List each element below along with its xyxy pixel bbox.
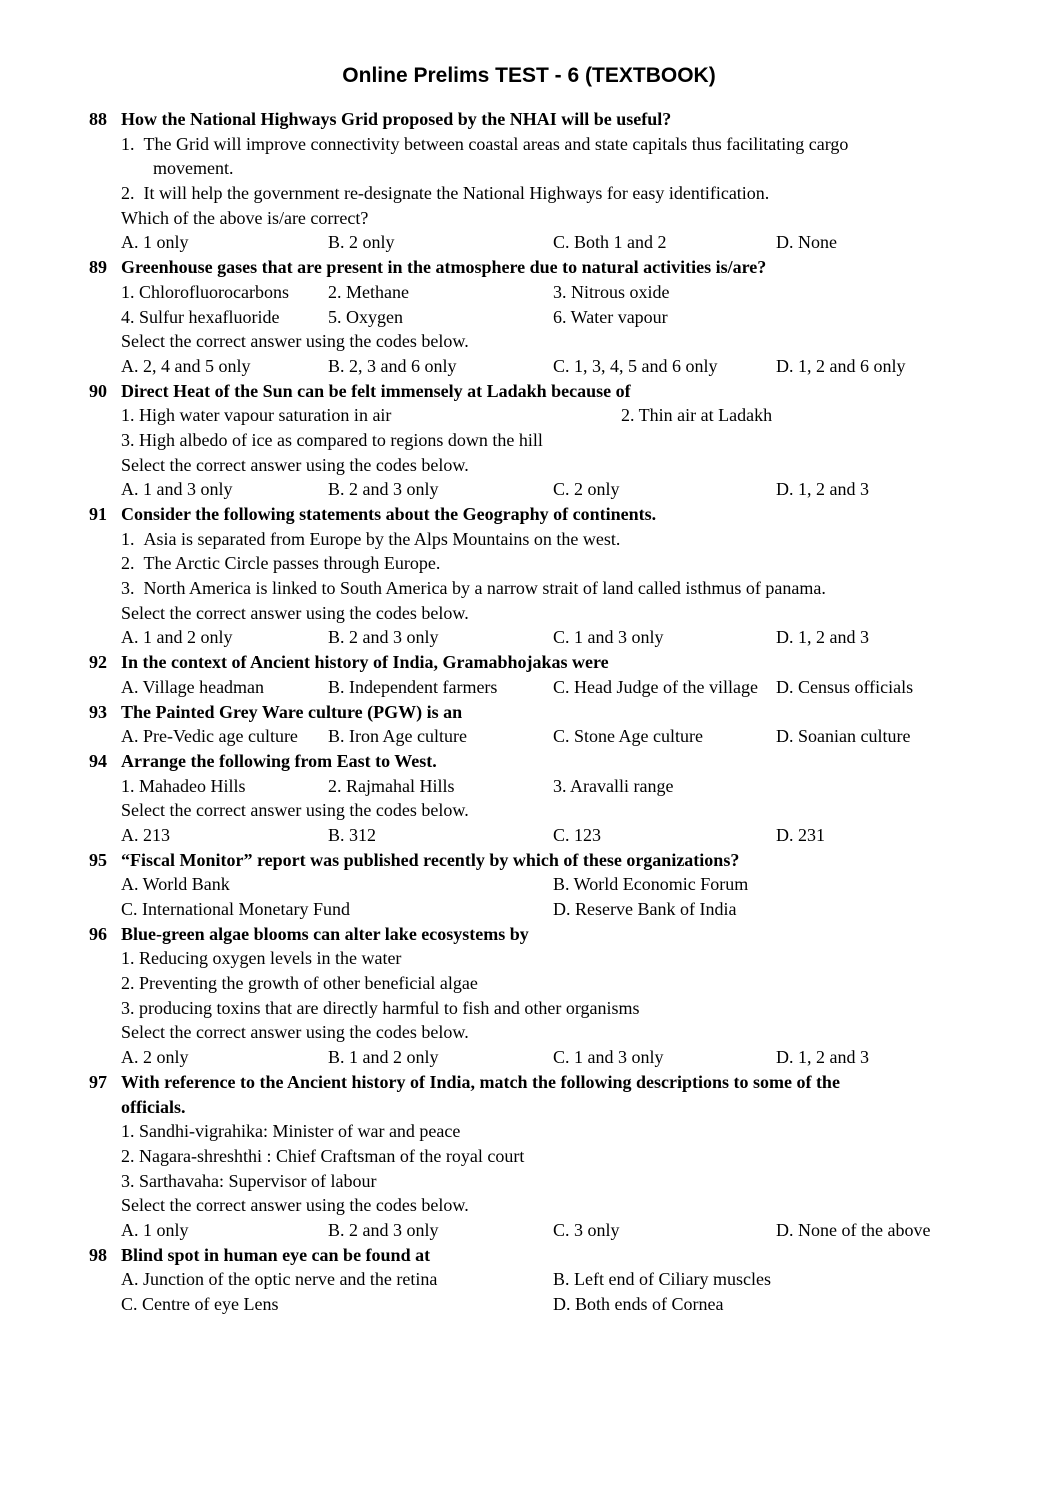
statement-line [89, 132, 979, 157]
option-item: B. World Economic Forum [553, 874, 749, 895]
option-d: D. None [776, 232, 837, 253]
option-c: C. 1 and 3 only [553, 1047, 664, 1068]
question-text: Direct Heat of the Sun can be felt immensely at Ladakh because of [121, 380, 631, 401]
question-heading [89, 1243, 979, 1268]
options-row [89, 724, 979, 749]
statement-line [89, 1144, 979, 1169]
question-heading [89, 922, 979, 947]
question-text: How the National Highways Grid proposed by the NHAI will be useful? [121, 109, 672, 129]
statement-text: 2. The Arctic Circle passes through Europe. [121, 553, 441, 574]
options-row [89, 230, 979, 255]
statement-item: 3. Aravalli range [553, 775, 674, 796]
statement-pair-row [89, 403, 979, 428]
question-number: 92 [89, 652, 107, 673]
statement-item: 6. Water vapour [553, 306, 668, 327]
statement-text: 1. The Grid will improve connectivity between coastal areas and state capitals thus facilitating cargo [121, 133, 849, 154]
statement-line [89, 1020, 979, 1045]
question-heading [89, 255, 979, 280]
statement-line [89, 527, 979, 552]
question-heading [89, 650, 979, 675]
question-heading [89, 379, 979, 404]
statement-item: 4. Sulfur hexafluoride [121, 306, 280, 327]
question-number: 97 [89, 1071, 107, 1092]
option-a: A. 1 only [121, 1219, 189, 1240]
question-text: Blue-green algae blooms can alter lake ecosystems by [121, 923, 529, 944]
statement-item: 2. Thin air at Ladakh [621, 405, 773, 426]
option-b: B. 2 and 3 only [328, 627, 439, 648]
question-heading [89, 700, 979, 725]
question-number: 96 [89, 923, 107, 944]
question-number: 89 [89, 257, 107, 278]
statement-text: Select the correct answer using the codes below. [121, 1022, 469, 1043]
option-a: A. 1 only [121, 232, 189, 253]
options-row [89, 1292, 979, 1317]
options-row [89, 1218, 979, 1243]
option-a: A. 2 only [121, 1047, 189, 1068]
options-row [89, 823, 979, 848]
page-title: Online Prelims TEST - 6 (TEXTBOOK) [342, 64, 716, 87]
option-item: D. Both ends of Cornea [553, 1294, 724, 1314]
statement-line [89, 798, 979, 823]
statement-line [89, 156, 979, 181]
statement-item: 2. Methane [328, 281, 409, 302]
question-heading [89, 848, 979, 873]
statement-text: 3. Sarthavaha: Supervisor of labour [121, 1170, 377, 1191]
option-b: B. 2, 3 and 6 only [328, 355, 457, 376]
question-text: In the context of Ancient history of India, Gramabhojakas were [121, 652, 609, 673]
question-heading [89, 1070, 979, 1095]
option-b: B. 2 and 3 only [328, 1219, 439, 1240]
question-text: “Fiscal Monitor” report was published recently by which of these organizations? [121, 849, 740, 870]
question-number: 90 [89, 380, 107, 401]
question-text-cont: officials. [121, 1096, 186, 1117]
option-c: C. 1 and 3 only [553, 627, 664, 648]
option-d: D. 231 [776, 824, 825, 845]
statement-item: 3. Nitrous oxide [553, 281, 670, 302]
option-item: C. International Monetary Fund [121, 899, 350, 919]
question-number: 95 [89, 849, 107, 870]
statement-text: Select the correct answer using the codes below. [121, 454, 469, 475]
option-b: B. Iron Age culture [328, 726, 467, 747]
question-text: Greenhouse gases that are present in the atmosphere due to natural activities is/are? [121, 257, 767, 278]
option-a: A. 1 and 3 only [121, 479, 233, 500]
options-row [89, 675, 979, 700]
option-item: A. Junction of the optic nerve and the retina [121, 1269, 438, 1290]
option-b: B. Independent farmers [328, 676, 498, 697]
question-heading [89, 502, 979, 527]
option-b: B. 2 only [328, 232, 395, 253]
option-item: B. Left end of Ciliary muscles [553, 1269, 771, 1290]
statement-text: Select the correct answer using the codes below. [121, 602, 469, 623]
option-c: C. 2 only [553, 479, 620, 500]
statement-text: Select the correct answer using the codes below. [121, 800, 469, 821]
question-number: 93 [89, 701, 107, 722]
statement-line [89, 1193, 979, 1218]
statement-text: 2. It will help the government re-designate the National Highways for easy identification. [121, 183, 770, 204]
option-d: D. Soanian culture [776, 726, 911, 747]
question-number: 98 [89, 1244, 107, 1265]
statement-line [89, 971, 979, 996]
question-heading-cont [89, 1095, 979, 1120]
statement-item: 5. Oxygen [328, 306, 403, 327]
question-text: Blind spot in human eye can be found at [121, 1244, 431, 1265]
statement-text: Select the correct answer using the codes below. [121, 331, 469, 352]
option-d: D. 1, 2 and 3 [776, 1047, 869, 1068]
statement-text: 3. North America is linked to South America by a narrow strait of land called isthmus of panama. [121, 578, 826, 599]
option-item: D. Reserve Bank of India [553, 899, 737, 919]
option-b: B. 312 [328, 824, 377, 845]
statement-text: 1. Sandhi-vigrahika: Minister of war and peace [121, 1121, 461, 1142]
option-b: B. 2 and 3 only [328, 479, 439, 500]
option-d: D. Census officials [776, 676, 914, 697]
statement-item: 1. Chlorofluorocarbons [121, 281, 289, 302]
statement-line [89, 428, 979, 453]
statement-line [89, 1119, 979, 1144]
question-text: Consider the following statements about the Geography of continents. [121, 504, 657, 524]
statement-text: movement. [153, 158, 234, 179]
question-number: 94 [89, 750, 107, 771]
option-c: C. Both 1 and 2 [553, 232, 667, 253]
question-text: Arrange the following from East to West. [121, 750, 437, 771]
question-text: The Painted Grey Ware culture (PGW) is an [121, 701, 463, 722]
statement-item: 1. High water vapour saturation in air [121, 405, 392, 426]
option-a: A. 2, 4 and 5 only [121, 355, 251, 376]
option-c: C. 123 [553, 824, 602, 845]
question-heading [89, 107, 979, 132]
statement-line [89, 181, 979, 206]
statement-text: 3. High albedo of ice as compared to regions down the hill [121, 429, 543, 450]
statement-line [89, 601, 979, 626]
question-heading [89, 749, 979, 774]
statement-line [89, 946, 979, 971]
statement-text: Select the correct answer using the codes below. [121, 1195, 469, 1216]
statement-item: 2. Rajmahal Hills [328, 775, 455, 796]
option-d: D. 1, 2 and 3 [776, 627, 869, 648]
statement-text: 1. Asia is separated from Europe by the Alps Mountains on the west. [121, 528, 621, 549]
option-c: C. Head Judge of the village [553, 676, 758, 697]
statement-line [89, 576, 979, 601]
option-a: A. 1 and 2 only [121, 627, 233, 648]
option-d: D. None of the above [776, 1219, 931, 1240]
statement-line [89, 206, 979, 231]
statement-text: 3. producing toxins that are directly harmful to fish and other organisms [121, 997, 640, 1018]
option-c: C. 3 only [553, 1219, 620, 1240]
options-row [89, 1045, 979, 1070]
statement-text: 2. Preventing the growth of other beneficial algae [121, 973, 478, 994]
statement-text: 2. Nagara-shreshthi : Chief Craftsman of the royal court [121, 1145, 525, 1166]
statement-line [89, 551, 979, 576]
statement-text: Which of the above is/are correct? [121, 207, 369, 228]
question-number: 91 [89, 504, 107, 524]
question-text: With reference to the Ancient history of India, match the following descriptions to some of the [121, 1071, 840, 1092]
options-row [89, 625, 979, 650]
statement-line [89, 996, 979, 1021]
statement-line [89, 453, 979, 478]
options-row [89, 354, 979, 379]
statement-text: 1. Reducing oxygen levels in the water [121, 948, 402, 969]
option-d: D. 1, 2 and 3 [776, 479, 869, 500]
options-row [89, 1267, 979, 1292]
option-c: C. Stone Age culture [553, 726, 703, 747]
option-item: C. Centre of eye Lens [121, 1294, 279, 1314]
statement-grid-row [89, 280, 979, 305]
statement-grid-row [89, 774, 979, 799]
option-a: A. Pre-Vedic age culture [121, 726, 298, 747]
options-row [89, 897, 979, 922]
statement-line [89, 329, 979, 354]
option-d: D. 1, 2 and 6 only [776, 355, 906, 376]
question-number: 88 [89, 109, 107, 129]
statement-grid-row [89, 305, 979, 330]
option-c: C. 1, 3, 4, 5 and 6 only [553, 355, 718, 376]
option-a: A. Village headman [121, 676, 265, 697]
question-list [89, 107, 979, 1317]
option-b: B. 1 and 2 only [328, 1047, 439, 1068]
option-item: A. World Bank [121, 874, 230, 895]
options-row [89, 872, 979, 897]
option-a: A. 213 [121, 824, 170, 845]
statement-item: 1. Mahadeo Hills [121, 775, 246, 796]
options-row [89, 477, 979, 502]
statement-line [89, 1169, 979, 1194]
